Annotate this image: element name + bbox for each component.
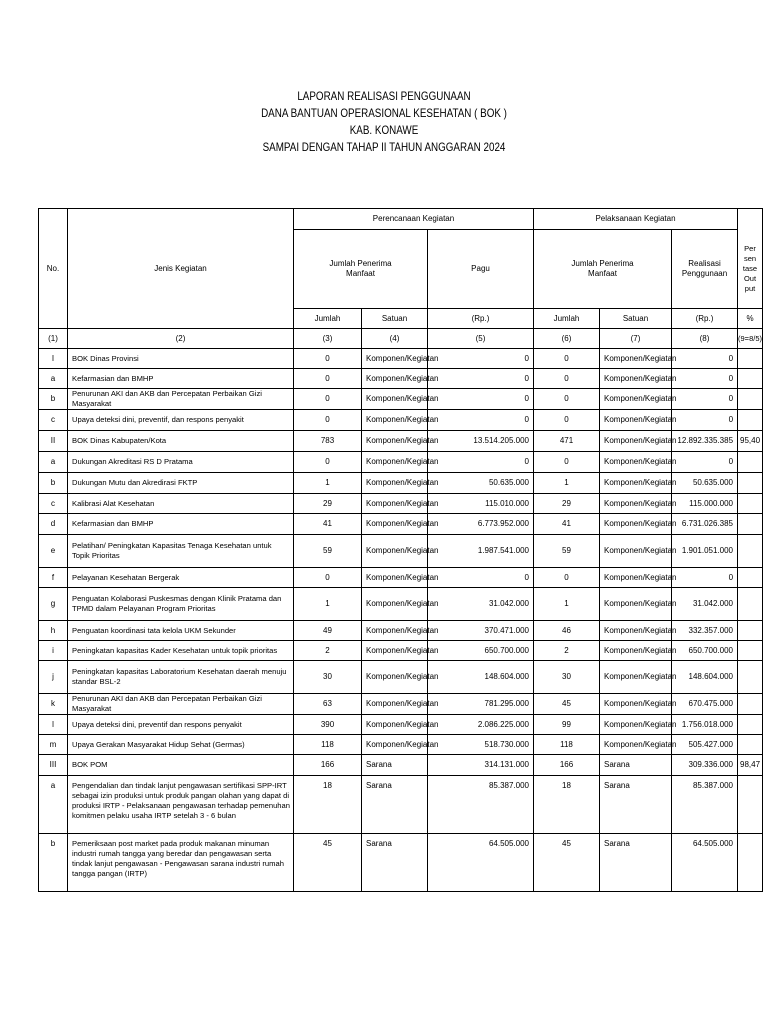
row-jenis-kegiatan [68, 641, 294, 661]
sub-satuan-plan: Satuan [362, 309, 428, 329]
jenis-text: Penguatan Kolaborasi Puskesmas dengan Klinik Pratama dan TPMD dalam Pelayanan Program Prioritas [72, 594, 282, 613]
row-sub-letter: k [39, 694, 68, 715]
row-realisasi: 85.387.000 [672, 776, 738, 834]
title-line-3: KAB. KONAWE [349, 123, 419, 137]
row-sub-letter: j [39, 661, 68, 694]
row-jumlah-real: 29 [534, 494, 600, 514]
row-jumlah-plan: 2 [294, 641, 362, 661]
row-satuan-plan: Komponen/Kegiatan [362, 410, 428, 431]
row-sub-letter: d [39, 514, 68, 535]
row-jumlah-real: 2 [534, 641, 600, 661]
row-pagu: 6.773.952.000 [428, 514, 534, 535]
row-jenis-kegiatan [68, 694, 294, 715]
row-number: II [39, 431, 68, 452]
table-body [39, 349, 763, 892]
row-jumlah-real: 1 [534, 588, 600, 621]
table-row [39, 494, 763, 514]
row-sub-letter: c [39, 410, 68, 431]
row-number: I [39, 349, 68, 369]
table-row [39, 715, 763, 735]
row-jumlah-real: 99 [534, 715, 600, 735]
row-pagu: 370.471.000 [428, 621, 534, 641]
row-jumlah-real: 18 [534, 776, 600, 834]
row-realisasi: 0 [672, 349, 738, 369]
jenis-text: Upaya deteksi dini, preventif, dan respons penyakit [72, 415, 244, 424]
sub-jumlah-plan: Jumlah [294, 309, 362, 329]
row-satuan-plan: Komponen/Kegiatan [362, 514, 428, 535]
row-pagu: 0 [428, 452, 534, 473]
row-jumlah-real: 0 [534, 389, 600, 410]
sub-pct: % [738, 309, 763, 329]
row-realisasi: 309.336.000 [672, 755, 738, 776]
table-row [39, 694, 763, 715]
row-sub-letter: f [39, 568, 68, 588]
row-pagu: 0 [428, 568, 534, 588]
header-penerima-plan: Jumlah Penerima Manfaat [294, 230, 428, 309]
row-sub-letter: l [39, 715, 68, 735]
row-pagu: 518.730.000 [428, 735, 534, 755]
row-realisasi: 650.700.000 [672, 641, 738, 661]
row-satuan-plan: Komponen/Kegiatan [362, 588, 428, 621]
jenis-text: Upaya deteksi dini, preventif dan respons penyakit [72, 719, 242, 729]
row-persentase [738, 494, 763, 514]
row-jenis-kegiatan [68, 568, 294, 588]
table-row [39, 473, 763, 494]
col-num-9: (9=8/5) [738, 329, 763, 349]
title-line-1: LAPORAN REALISASI PENGGUNAAN [297, 89, 471, 103]
row-jenis-kegiatan [68, 514, 294, 535]
row-persentase: 95,40 [738, 431, 763, 452]
row-sub-letter: b [39, 389, 68, 410]
row-jenis-kegiatan [68, 494, 294, 514]
row-realisasi: 64.505.000 [672, 834, 738, 892]
col-num-3: (3) [294, 329, 362, 349]
row-jenis-kegiatan [68, 661, 294, 694]
jenis-text: Peningkatan kapasitas Laboratorium Kesehatan daerah menuju standar BSL-2 [72, 667, 287, 686]
row-sub-letter: a [39, 452, 68, 473]
row-persentase [738, 389, 763, 410]
row-jenis-kegiatan [68, 431, 294, 452]
title-line-4: SAMPAI DENGAN TAHAP II TAHUN ANGGARAN 2024 [262, 140, 506, 154]
jenis-text: Dukungan Mutu dan Akredirasi FKTP [72, 478, 198, 487]
row-jenis-kegiatan [68, 389, 294, 410]
row-pagu: 85.387.000 [428, 776, 534, 834]
row-sub-letter: m [39, 735, 68, 755]
col-num-1: (1) [39, 329, 68, 349]
row-jumlah-real: 45 [534, 694, 600, 715]
row-pagu: 64.505.000 [428, 834, 534, 892]
row-pagu: 148.604.000 [428, 661, 534, 694]
row-jenis-kegiatan [68, 834, 294, 892]
table-row [39, 514, 763, 535]
table-row [39, 661, 763, 694]
row-pagu: 650.700.000 [428, 641, 534, 661]
row-jenis-kegiatan [68, 349, 294, 369]
row-satuan-real: Sarana [600, 776, 672, 834]
row-jenis-kegiatan [68, 452, 294, 473]
row-sub-letter: b [39, 834, 68, 892]
table-row [39, 621, 763, 641]
jenis-text: BOK POM [72, 760, 108, 769]
jenis-text: Upaya Gerakan Masyarakat Hidup Sehat (Germas) [72, 739, 245, 749]
row-jenis-kegiatan [68, 535, 294, 568]
jenis-text: Pelayanan Kesehatan Bergerak [72, 572, 180, 582]
jenis-text: BOK Dinas Provinsi [72, 353, 139, 363]
row-persentase [738, 473, 763, 494]
row-satuan-real: Komponen/Kegiatan [600, 514, 672, 535]
col-num-8: (8) [672, 329, 738, 349]
row-realisasi: 0 [672, 568, 738, 588]
row-persentase [738, 568, 763, 588]
col-num-6: (6) [534, 329, 600, 349]
jenis-text: Kefarmasian dan BMHP [72, 373, 154, 383]
row-sub-letter: c [39, 494, 68, 514]
row-persentase [738, 641, 763, 661]
row-realisasi: 505.427.000 [672, 735, 738, 755]
row-jumlah-real: 118 [534, 735, 600, 755]
row-satuan-real: Komponen/Kegiatan [600, 369, 672, 389]
row-jumlah-plan: 0 [294, 349, 362, 369]
row-satuan-plan: Sarana [362, 834, 428, 892]
table-row [39, 776, 763, 834]
row-jumlah-real: 166 [534, 755, 600, 776]
row-pagu: 781.295.000 [428, 694, 534, 715]
header-no: No. [39, 209, 68, 329]
row-pagu: 115.010.000 [428, 494, 534, 514]
row-pagu: 1.987.541.000 [428, 535, 534, 568]
header-pelaksanaan: Pelaksanaan Kegiatan [534, 209, 738, 230]
row-sub-letter: b [39, 473, 68, 494]
row-jumlah-plan: 0 [294, 410, 362, 431]
row-sub-letter: a [39, 369, 68, 389]
row-satuan-real: Komponen/Kegiatan [600, 431, 672, 452]
row-satuan-real: Komponen/Kegiatan [600, 568, 672, 588]
table-row [39, 755, 763, 776]
report-table [38, 208, 763, 892]
row-satuan-plan: Komponen/Kegiatan [362, 661, 428, 694]
row-realisasi: 670.475.000 [672, 694, 738, 715]
table-row [39, 349, 763, 369]
row-persentase [738, 514, 763, 535]
row-realisasi: 1.756.018.000 [672, 715, 738, 735]
row-satuan-plan: Komponen/Kegiatan [362, 431, 428, 452]
header-jenis: Jenis Kegiatan [68, 209, 294, 329]
row-satuan-real: Komponen/Kegiatan [600, 735, 672, 755]
row-jumlah-real: 0 [534, 369, 600, 389]
col-num-4: (4) [362, 329, 428, 349]
row-jumlah-real: 41 [534, 514, 600, 535]
row-satuan-real: Komponen/Kegiatan [600, 494, 672, 514]
jenis-text: Peningkatan kapasitas Kader Kesehatan untuk topik prioritas [72, 645, 278, 655]
jenis-text: Pengendalian dan tindak lanjut pengawasan sertifikasi SPP-IRT sebagai izin produksi untuk produk pangan olahan yang dapat di produksi IRTP - Pelaksanaan pengawasan terhadap pemenuhan komitmen pelaku usaha IRTP setelah 3 - 6 bulan [72, 781, 290, 820]
jenis-text: Dukungan Akreditasi RS D Pratama [72, 457, 193, 466]
row-pagu: 50.635.000 [428, 473, 534, 494]
row-persentase [738, 535, 763, 568]
row-jumlah-plan: 0 [294, 568, 362, 588]
table-row [39, 568, 763, 588]
row-satuan-real: Komponen/Kegiatan [600, 452, 672, 473]
row-jumlah-real: 46 [534, 621, 600, 641]
row-satuan-plan: Komponen/Kegiatan [362, 369, 428, 389]
jenis-text: Kalibrasi Alat Kesehatan [72, 498, 155, 508]
header-realisasi: Realisasi Penggunaan [672, 230, 738, 309]
row-jumlah-plan: 390 [294, 715, 362, 735]
row-jumlah-plan: 41 [294, 514, 362, 535]
row-persentase [738, 834, 763, 892]
col-num-2: (2) [68, 329, 294, 349]
row-jenis-kegiatan [68, 621, 294, 641]
row-jumlah-plan: 30 [294, 661, 362, 694]
row-realisasi: 12.892.335.385 [672, 431, 738, 452]
row-jenis-kegiatan [68, 410, 294, 431]
row-jumlah-real: 0 [534, 410, 600, 431]
row-jumlah-plan: 49 [294, 621, 362, 641]
table-row [39, 389, 763, 410]
row-satuan-real: Komponen/Kegiatan [600, 389, 672, 410]
row-persentase: 98,47 [738, 755, 763, 776]
row-jumlah-real: 0 [534, 568, 600, 588]
col-num-5: (5) [428, 329, 534, 349]
row-jumlah-plan: 1 [294, 473, 362, 494]
row-realisasi: 50.635.000 [672, 473, 738, 494]
sub-rp-plan: (Rp.) [428, 309, 534, 329]
row-jumlah-plan: 29 [294, 494, 362, 514]
row-realisasi: 0 [672, 369, 738, 389]
row-satuan-real: Komponen/Kegiatan [600, 621, 672, 641]
row-realisasi: 6.731.026.385 [672, 514, 738, 535]
table-row [39, 452, 763, 473]
jenis-text: Kefarmasian dan BMHP [72, 519, 154, 528]
row-jumlah-real: 471 [534, 431, 600, 452]
row-jenis-kegiatan [68, 715, 294, 735]
row-jumlah-plan: 783 [294, 431, 362, 452]
row-persentase [738, 735, 763, 755]
row-jumlah-real: 0 [534, 452, 600, 473]
row-jumlah-real: 0 [534, 349, 600, 369]
row-jumlah-plan: 0 [294, 452, 362, 473]
row-realisasi: 31.042.000 [672, 588, 738, 621]
row-pagu: 31.042.000 [428, 588, 534, 621]
table-row [39, 834, 763, 892]
row-satuan-plan: Komponen/Kegiatan [362, 568, 428, 588]
row-satuan-plan: Komponen/Kegiatan [362, 389, 428, 410]
row-satuan-real: Sarana [600, 834, 672, 892]
jenis-text: Penurunan AKI dan AKB dan Percepatan Perbaikan Gizi Masyarakat [72, 389, 262, 408]
jenis-text: Pemeriksaan post market pada produk makanan minuman industri rumah tangga yang beredar dan pengawasan serta tindak lanjut pengawasan - Pengawasan sarana industri rumah tangga pangan (IRTP) [72, 839, 284, 878]
row-jumlah-plan: 0 [294, 389, 362, 410]
row-satuan-real: Komponen/Kegiatan [600, 535, 672, 568]
header-penerima-real: Jumlah Penerima Manfaat [534, 230, 672, 309]
row-satuan-real: Komponen/Kegiatan [600, 410, 672, 431]
row-satuan-plan: Komponen/Kegiatan [362, 473, 428, 494]
row-sub-letter: i [39, 641, 68, 661]
row-realisasi: 148.604.000 [672, 661, 738, 694]
row-realisasi: 1.901.051.000 [672, 535, 738, 568]
row-sub-letter: a [39, 776, 68, 834]
table-row [39, 431, 763, 452]
row-jenis-kegiatan [68, 588, 294, 621]
row-satuan-real: Komponen/Kegiatan [600, 694, 672, 715]
row-jumlah-real: 1 [534, 473, 600, 494]
row-jenis-kegiatan [68, 369, 294, 389]
report-title [0, 88, 768, 156]
row-persentase [738, 776, 763, 834]
row-persentase [738, 452, 763, 473]
row-satuan-plan: Sarana [362, 755, 428, 776]
row-persentase [738, 369, 763, 389]
row-persentase [738, 715, 763, 735]
sub-jumlah-real: Jumlah [534, 309, 600, 329]
row-realisasi: 115.000.000 [672, 494, 738, 514]
row-realisasi: 332.357.000 [672, 621, 738, 641]
row-jenis-kegiatan [68, 755, 294, 776]
row-satuan-plan: Komponen/Kegiatan [362, 735, 428, 755]
row-jumlah-real: 30 [534, 661, 600, 694]
header-pagu: Pagu [428, 230, 534, 309]
row-satuan-real: Sarana [600, 755, 672, 776]
row-pagu: 0 [428, 369, 534, 389]
row-satuan-plan: Komponen/Kegiatan [362, 494, 428, 514]
sub-rp-real: (Rp.) [672, 309, 738, 329]
row-persentase [738, 588, 763, 621]
row-satuan-plan: Komponen/Kegiatan [362, 349, 428, 369]
row-satuan-plan: Komponen/Kegiatan [362, 452, 428, 473]
row-pagu: 13.514.205.000 [428, 431, 534, 452]
row-realisasi: 0 [672, 452, 738, 473]
row-sub-letter: h [39, 621, 68, 641]
row-jenis-kegiatan [68, 735, 294, 755]
jenis-text: Penurunan AKI dan AKB dan Percepatan Perbaikan Gizi Masyarakat [72, 694, 262, 713]
header-perencanaan: Perencanaan Kegiatan [294, 209, 534, 230]
row-satuan-plan: Sarana [362, 776, 428, 834]
row-jumlah-plan: 1 [294, 588, 362, 621]
row-sub-letter: e [39, 535, 68, 568]
row-jumlah-real: 59 [534, 535, 600, 568]
jenis-text: BOK Dinas Kabupaten/Kota [72, 436, 167, 445]
header-persentase: Per sen tase Out put [738, 230, 763, 309]
row-satuan-plan: Komponen/Kegiatan [362, 535, 428, 568]
row-jumlah-plan: 63 [294, 694, 362, 715]
row-persentase [738, 410, 763, 431]
row-jenis-kegiatan [68, 776, 294, 834]
row-satuan-real: Komponen/Kegiatan [600, 641, 672, 661]
row-satuan-real: Komponen/Kegiatan [600, 715, 672, 735]
row-satuan-real: Komponen/Kegiatan [600, 661, 672, 694]
row-pagu: 0 [428, 389, 534, 410]
row-pagu: 2.086.225.000 [428, 715, 534, 735]
row-satuan-plan: Komponen/Kegiatan [362, 694, 428, 715]
row-sub-letter: g [39, 588, 68, 621]
row-satuan-plan: Komponen/Kegiatan [362, 621, 428, 641]
row-jumlah-plan: 59 [294, 535, 362, 568]
table-row [39, 535, 763, 568]
row-satuan-plan: Komponen/Kegiatan [362, 641, 428, 661]
row-jumlah-plan: 18 [294, 776, 362, 834]
row-jumlah-plan: 166 [294, 755, 362, 776]
row-jumlah-real: 45 [534, 834, 600, 892]
row-pagu: 0 [428, 410, 534, 431]
row-satuan-real: Komponen/Kegiatan [600, 588, 672, 621]
row-pagu: 0 [428, 349, 534, 369]
jenis-text: Pelatihan/ Peningkatan Kapasitas Tenaga Kesehatan untuk Topik Prioritas [72, 541, 272, 560]
table-row [39, 735, 763, 755]
row-jumlah-plan: 118 [294, 735, 362, 755]
row-pagu: 314.131.000 [428, 755, 534, 776]
row-jumlah-plan: 0 [294, 369, 362, 389]
row-persentase [738, 621, 763, 641]
row-jumlah-plan: 45 [294, 834, 362, 892]
row-persentase [738, 349, 763, 369]
row-jenis-kegiatan [68, 473, 294, 494]
row-persentase [738, 694, 763, 715]
jenis-text: Penguatan koordinasi tata kelola UKM Sekunder [72, 625, 236, 635]
table-row [39, 369, 763, 389]
row-number: III [39, 755, 68, 776]
row-satuan-real: Komponen/Kegiatan [600, 349, 672, 369]
row-persentase [738, 661, 763, 694]
row-satuan-real: Komponen/Kegiatan [600, 473, 672, 494]
row-realisasi: 0 [672, 410, 738, 431]
col-num-7: (7) [600, 329, 672, 349]
title-line-2: DANA BANTUAN OPERASIONAL KESEHATAN ( BOK ) [261, 106, 507, 120]
sub-satuan-real: Satuan [600, 309, 672, 329]
table-row [39, 588, 763, 621]
row-satuan-plan: Komponen/Kegiatan [362, 715, 428, 735]
table-row [39, 641, 763, 661]
row-realisasi: 0 [672, 389, 738, 410]
table-row [39, 410, 763, 431]
